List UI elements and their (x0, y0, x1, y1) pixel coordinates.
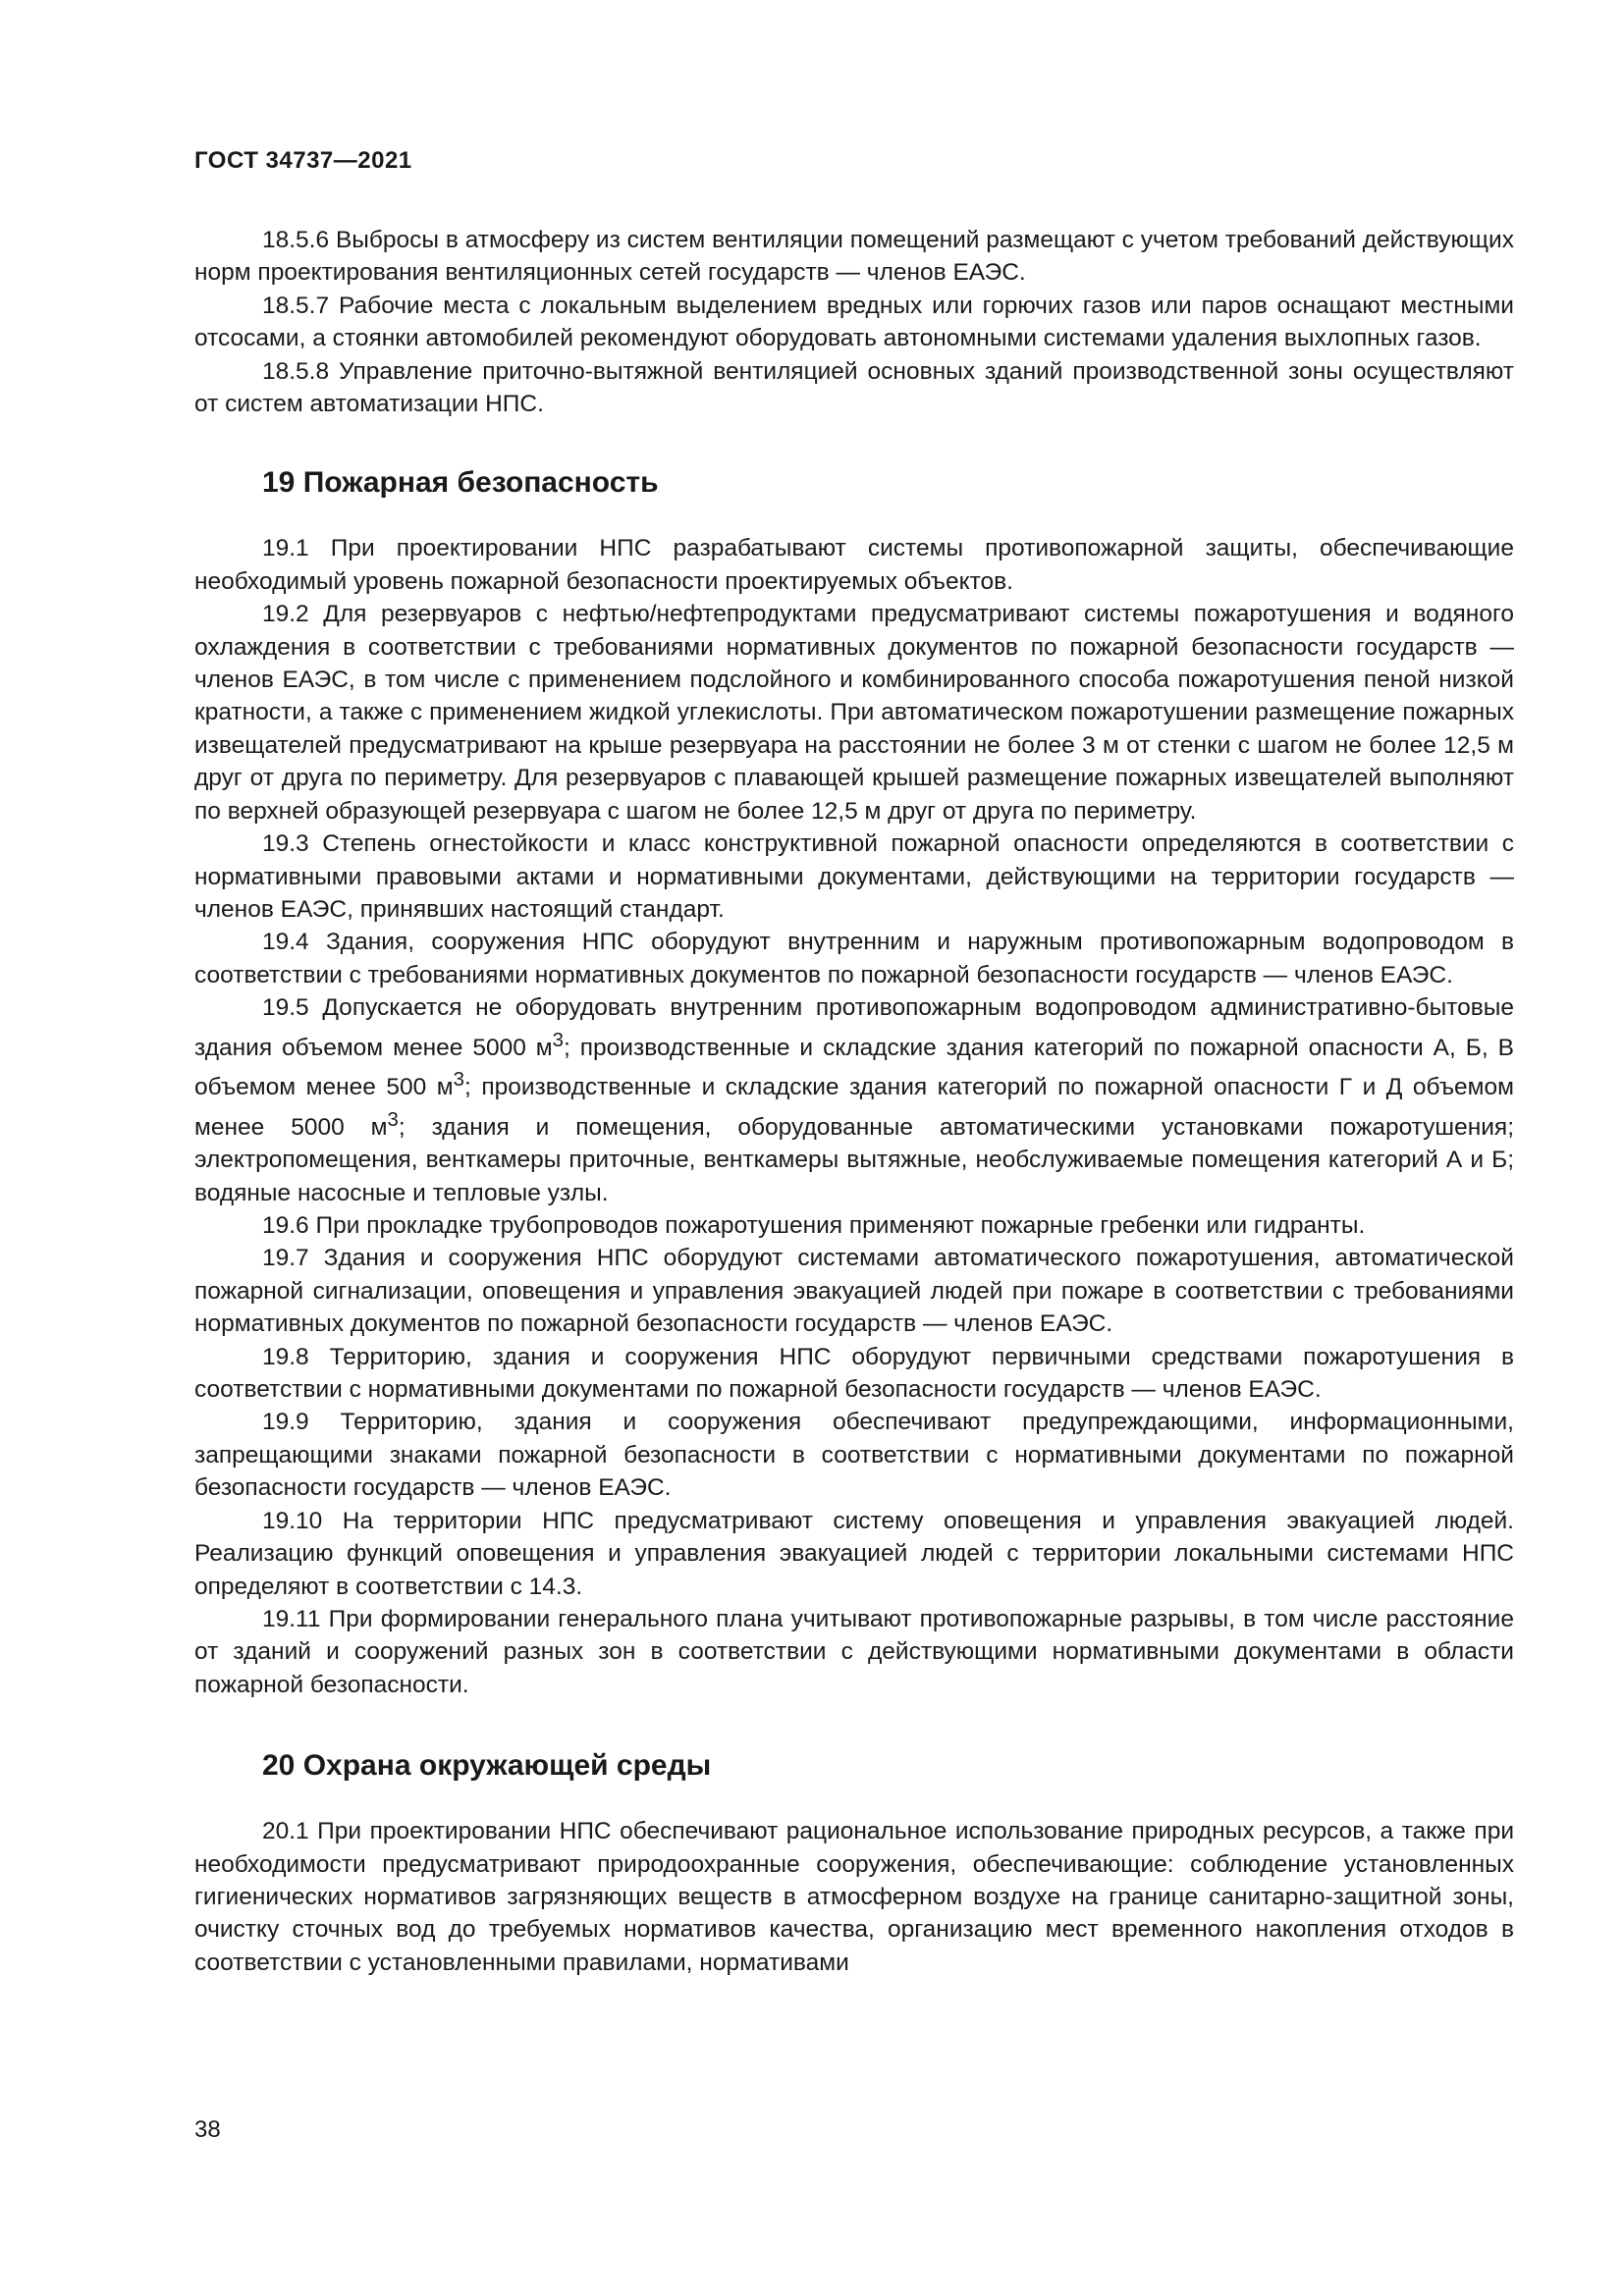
paragraph-19-7: 19.7 Здания и сооружения НПС оборудуют системами автоматического пожаротушения, автоматической пожарной сигнализации, оповещения и управления эвакуацией людей при пожаре в соответствии с требованиями нормативных документов по пожарной безопасности государств — членов ЕАЭС. (194, 1245, 1514, 1338)
paragraph-19-6: 19.6 При прокладке трубопроводов пожаротушения применяют пожарные гребенки или гидранты. (262, 1212, 1366, 1240)
paragraph-19-5-text-2: ; производственные и складские здания категорий по пожарной опасности А, Б, В объемом менее 500 м (194, 1034, 1514, 1101)
paragraph-20-1: 20.1 При проектировании НПС обеспечивают рациональное использование природных ресурсов, а также при необходимости предусматривают природоохранные сооружения, обеспечивающие: соблюдение установленных гигиенических нормативов загрязняющих веществ в атмосферном воздухе на границе санитарно-защитной зоны, очистку сточных вод до требуемых нормативов качества, организацию мест временного накопления отходов в соответствии с установленными правилами, нормативами (194, 1818, 1514, 1976)
paragraph-19-5-text-1: 19.5 Допускается не оборудовать внутренним противопожарным водопроводом административно-бытовые здания объемом менее 5000 м (194, 994, 1514, 1061)
paragraph-19-11: 19.11 При формировании генерального плана учитывают противопожарные разрывы, в том числе расстояние от зданий и сооружений разных зон в соответствии с действующими нормативными документами в области пожарной безопасности. (194, 1605, 1514, 1698)
paragraph-19-8: 19.8 Территорию, здания и сооружения НПС оборудуют первичными средствами пожаротушения в соответствии с нормативными документами по пожарной безопасности государств — членов ЕАЭС. (194, 1343, 1514, 1404)
paragraph-19-3: 19.3 Степень огнестойкости и класс конструктивной пожарной опасности определяются в соответствии с нормативными правовыми актами и нормативными документами, действующими на территории государств — членов ЕАЭС, принявших настоящий стандарт. (194, 830, 1514, 923)
section-19-heading: 19 Пожарная безопасность (262, 466, 659, 500)
paragraph-19-4: 19.4 Здания, сооружения НПС оборудуют внутренним и наружным противопожарным водопроводом в соответствии с требованиями нормативных документов по пожарной безопасности государств — членов ЕАЭС. (194, 929, 1514, 988)
paragraph-19-10: 19.10 На территории НПС предусматривают систему оповещения и управления эвакуацией людей. Реализацию функций оповещения и управления эвакуацией людей с территории локальными системами НПС определяют в соответствии с 14.3. (194, 1507, 1514, 1600)
paragraph-19-5 (194, 991, 1514, 1209)
paragraph-19-9: 19.9 Территорию, здания и сооружения обеспечивают предупреждающими, информационными, запрещающими знаками пожарной безопасности в соответствии с нормативными документами по пожарной безопасности государств — членов ЕАЭС. (194, 1409, 1514, 1502)
paragraph-18-5-8: 18.5.8 Управление приточно-вытяжной вентиляцией основных зданий производственной зоны осуществляют от систем автоматизации НПС. (194, 357, 1514, 418)
superscript-cubic-3: 3 (387, 1108, 399, 1131)
superscript-cubic-2: 3 (453, 1069, 465, 1092)
page-number: 38 (194, 2116, 221, 2143)
section-20-heading: 20 Охрана окружающей среды (262, 1749, 712, 1783)
paragraph-19-1: 19.1 При проектировании НПС разрабатывают системы противопожарной защиты, обеспечивающие необходимый уровень пожарной безопасности проектируемых объектов. (194, 535, 1514, 595)
paragraph-18-5-7: 18.5.7 Рабочие места с локальным выделением вредных или горючих газов или паров оснащают местными отсосами, а стоянки автомобилей рекомендуют оборудовать автономными системами удаления выхлопных газов. (194, 292, 1514, 352)
paragraph-19-5-text-4: ; здания и помещения, оборудованные автоматическими установками пожаротушения; электропомещения, венткамеры приточные, венткамеры вытяжные, необслуживаемые помещения категорий А и Б; водяные насосные и тепловые узлы. (194, 1113, 1515, 1206)
paragraph-19-5-text-3: ; производственные и складские здания категорий по пожарной опасности Г и Д объемом менее 5000 м (194, 1074, 1514, 1141)
page-content (194, 224, 1514, 1979)
paragraph-19-2: 19.2 Для резервуаров с нефтью/нефтепродуктами предусматривают системы пожаротушения и водяного охлаждения в соответствии с требованиями нормативных документов по пожарной безопасности государств — членов ЕАЭС, в том числе с применением подслойного и комбинированного способа пожаротушения пеной низкой кратности, а также с применением жидкой углекислоты. При автоматическом пожаротушении размещение пожарных извещателей предусматривают на крыше резервуара на расстоянии не более 3 м от стенки с шагом не более 12,5 м друг от друга по периметру. Для резервуаров с плавающей крышей размещение пожарных извещателей выполняют по верхней образующей резервуара с шагом не более 12,5 м друг от друга по периметру. (194, 601, 1514, 825)
paragraph-18-5-6: 18.5.6 Выбросы в атмосферу из систем вентиляции помещений размещают с учетом требований действующих норм проектирования вентиляционных сетей государств — членов ЕАЭС. (194, 227, 1514, 287)
superscript-cubic-1: 3 (552, 1029, 564, 1051)
document-header: ГОСТ 34737—2021 (194, 147, 412, 174)
